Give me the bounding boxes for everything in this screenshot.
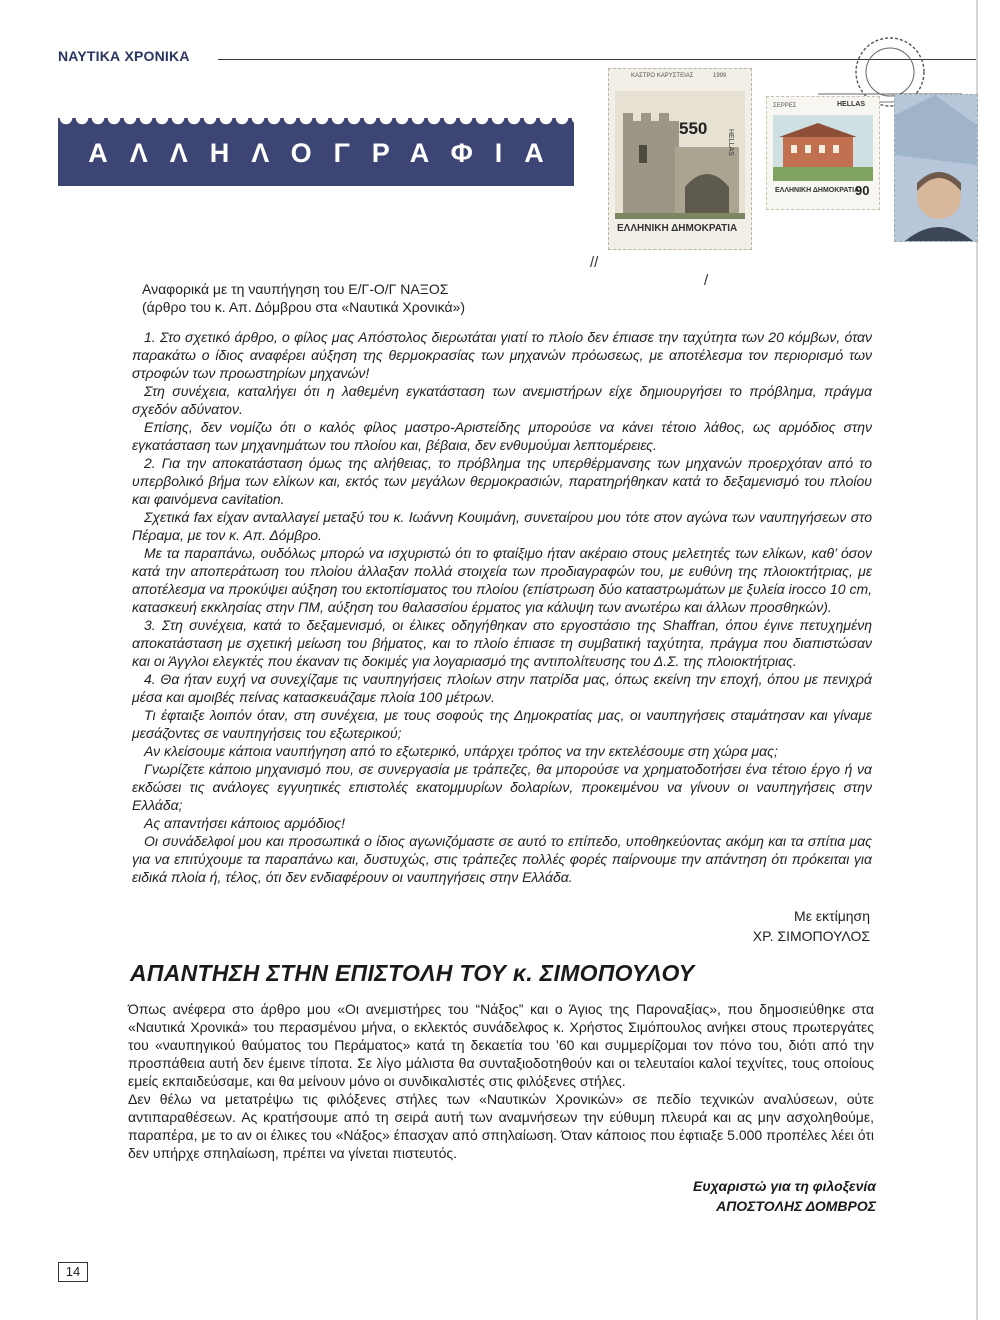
reply-body bbox=[128, 1000, 874, 1162]
castle-ruin-icon bbox=[615, 91, 745, 219]
reply-signoff bbox=[560, 1176, 876, 1216]
building-stamp-country: ΕΛΛΗΝΙΚΗ ΔΗΜΟΚΡΑΤΙΑ bbox=[775, 187, 860, 194]
building-stamp-value: 90 bbox=[855, 183, 870, 198]
letter-paragraph: 1. Στο σχετικό άρθρο, ο φίλος μας Απόστολος διερωτάται γιατί το πλοίο δεν έπιασε την ταχύτητα των 20 κόμβων, όταν παρακάτω ο ίδιος αναφέρει αύξηση της θερμοκρασίας των μηχανών πρόωσεως, με αποτέλεσμα τον περιορισμό των στροφών των προωστηρίων μηχανών! bbox=[132, 329, 872, 381]
letter-intro-line: (άρθρο του κ. Απ. Δόμβρου στα «Ναυτικά Χρονικά») bbox=[142, 299, 465, 315]
letter-paragraph: Επίσης, δεν νομίζω ότι ο καλός φίλος μαστρο-Αριστείδης μπορούσε να κάνει τέτοιο λάθος, ως αρμόδιος στην εγκατάσταση των μηχανημάτων του πλοίου και, βέβαια, δεν ενθυμούμαι λεπτομέρειες. bbox=[132, 419, 872, 453]
building-stamp-city: ΣΕΡΡΕΣ bbox=[773, 103, 797, 109]
magazine-header-label: ΝΑΥΤΙΚΑ ΧΡΟΝΙΚΑ bbox=[58, 48, 190, 64]
portrait-stamp bbox=[894, 94, 978, 242]
section-title: ΑΛΛΗΛΟΓΡΑΦΙΑ bbox=[88, 138, 566, 168]
reply-closing: Ευχαριστώ για τη φιλοξενία bbox=[693, 1178, 876, 1194]
letter-paragraph: Σχετικά fax είχαν ανταλλαγεί μεταξύ του κ. Ιωάννη Κουιμάνη, συνεταίρου μου τότε στον αγώνα των ναυπηγήσεων στο Πέραμα, με τον κ. Απ. Δόμβρο. bbox=[132, 509, 872, 543]
page-number: 14 bbox=[58, 1262, 88, 1282]
letter-signoff bbox=[560, 906, 870, 946]
reply-paragraph: Όπως ανέφερα στο άρθρο μου «Οι ανεμιστήρες του “Νάξος” και ο Άγιος της Παροναξίας», που δημοσιεύθηκε στα «Ναυτικά Χρονικά» του περασμένου μήνα, ο εκλεκτός συνάδελφος κ. Χρήστος Σιμόπουλος ανήκει στους πρωτεργάτες του «ναυπηγικού θαύματος του Περάματος» κατά τη δεκαετία του ’60 και συμμερίζομαι τον πόνο του, διότι από την προσπάθεια αυτή δεν έμεινε τίποτα. Σε λίγο μάλιστα θα συνταξιοδοτηθούν και οι τελευταίοι καλοί τεχνίτες, τους οποίους εμείς εκπαιδεύσαμε, και θα μείνουν μόνο οι συνδικαλιστές στις φιλόξενες στήλες. bbox=[128, 1001, 874, 1089]
castle-stamp-value: 550 bbox=[679, 119, 708, 138]
building-stamp bbox=[766, 96, 880, 210]
pen-mark: / bbox=[704, 272, 709, 289]
castle-stamp-year: 1999 bbox=[713, 73, 727, 79]
letter-closing: Με εκτίμηση bbox=[794, 908, 870, 924]
portrait-icon bbox=[895, 95, 977, 241]
letter-paragraph: Γνωρίζετε κάποιο μηχανισμό που, σε συνεργασία με τράπεζες, θα μπορούσε να χρηματοδοτήσει ένα τέτοιο έργο ή να εκδώσει τις ανάλογες εγγυητικές επιστολές εκατομμυρίων δολαρίων, προκειμένου να γίνουν οι ναυπηγήσεις στην Ελλάδα; bbox=[132, 761, 872, 813]
letter-paragraph: 2. Για την αποκατάσταση όμως της αλήθειας, το πρόβλημα της υπερθέρμανσης των μηχανών προερχόταν από το υπερβολικό βήμα των ελίκων και, εκτός των μεγάλων θερμοκρασιών, παρατηρήθηκαν κατά το δεξαμενισμό του πλοίου και φαινόμενα cavitation. bbox=[132, 455, 872, 507]
letter-paragraph: Αν κλείσουμε κάποια ναυπήγηση από το εξωτερικό, υπάρχει τρόπος να την εκτελέσουμε στη χώρα μας; bbox=[144, 743, 778, 759]
reply-signature: ΑΠΟΣΤΟΛΗΣ ΔΟΜΒΡΟΣ bbox=[716, 1198, 876, 1214]
reply-heading: ΑΠΑΝΤΗΣΗ ΣΤΗΝ ΕΠΙΣΤΟΛΗ ΤΟΥ κ. ΣΙΜΟΠΟΥΛΟΥ bbox=[130, 960, 695, 986]
stamp-collage bbox=[580, 24, 976, 289]
letter-intro-line: Αναφορικά με τη ναυπήγηση του Ε/Γ-Ο/Γ ΝΑΞΟΣ bbox=[142, 281, 449, 297]
letter-paragraph: Με τα παραπάνω, ουδόλως μπορώ να ισχυριστώ ότι το φταίξιμο ήταν ακέραιο στους μελετητές των ελίκων, καθ’ όσον κατά την αποπεράτωση του πλοίου άλλαξαν πολλά στοιχεία των προδιαγραφών του, με ευθύνη της πλοιοκτήτριας, με αποτέλεσμα να προκύψει αύξηση του εκτοπίσματος του πλοίου (επίστρωση δύο καταστρωμάτων με ξυλεία irocco 10 cm, κατασκευή εκκλησίας στην ΠΜ, αύξηση του θαλασσίου έρματος για κάλυψη των ανωτέρω και άλλων προσθηκών). bbox=[132, 545, 872, 615]
letter-paragraph: Οι συνάδελφοί μου και προσωπικά ο ίδιος αγωνιζόμαστε σε αυτό το επίπεδο, υποθηκεύοντας ακόμη και τα σπίτια μας για να επιτύχουμε τα παραπάνω και, δυστυχώς, στις τράπεζες πολλές φορές παίρνουμε την απάντηση ότι πρόκειται για ειδικά πλοία ή, τέλος, ότι δεν ενδιαφέρουν οι ναυπηγήσεις στην Ελλάδα. bbox=[132, 833, 872, 885]
letter-signature: ΧΡ. ΣΙΜΟΠΟΥΛΟΣ bbox=[752, 928, 870, 944]
castle-stamp-country: ΕΛΛΗΝΙΚΗ ΔΗΜΟΚΡΑΤΙΑ bbox=[617, 223, 738, 234]
section-banner bbox=[58, 118, 574, 186]
castle-stamp bbox=[608, 68, 752, 250]
castle-stamp-caption: ΚΑΣΤΡΟ ΚΑΡΥΣΤΕΙΑΣ bbox=[631, 73, 694, 79]
letter-paragraph: Στη συνέχεια, καταλήγει ότι η λαθεμένη εγκατάσταση των ανεμιστήρων είχε δημιουργήσει το πρόβλημα, πράγμα σχεδόν αδύνατον. bbox=[132, 383, 872, 417]
banner-scallop-edge bbox=[58, 118, 574, 129]
building-stamp-hellas: HELLAS bbox=[837, 101, 865, 108]
castle-stamp-hellas: HELLAS bbox=[727, 129, 734, 156]
pen-mark: // bbox=[590, 254, 599, 271]
reply-paragraph: Δεν θέλω να μετατρέψω τις φιλόξενες στήλες των «Ναυτικών Χρονικών» σε πεδίο τεχνικών αναλύσεων, ούτε αντιπαραθέσεων. Ας κρατήσουμε από τη σειρά αυτή των αναμνήσεων την εύθυμη πλευρά και ας μην ασχοληθούμε, παραπέρα, με το αν οι έλικες του «Νάξος» έπασχαν από σπηλαίωση. Όταν κάποιος που έφτιαξε 5.000 προπέλες λέει ότι δεν υπήρχε σπηλαίωση, πρέπει να γίνεται πιστευτός. bbox=[128, 1091, 874, 1161]
letter-body bbox=[132, 328, 872, 886]
letter-paragraph: Ας απαντήσει κάποιος αρμόδιος! bbox=[144, 815, 345, 831]
building-icon bbox=[773, 115, 873, 181]
letter-paragraph: 3. Στη συνέχεια, κατά το δεξαμενισμό, οι έλικες οδηγήθηκαν στο εργοστάσιο της Shaffran, όπου έγινε πετυχημένη αποκατάσταση με σχετική μείωση του βήματος, και το πλοίο έπιασε τη συμβατική ταχύτητα, πράγμα που διαπιστώσαν και οι Άγγλοι ελεγκτές που έκαναν τις δοκιμές για λογαριασμό της αντιπολίτευσης του Δ.Σ. της πλοιοκτήτριας. bbox=[132, 617, 872, 669]
letter-paragraph: Τι έφταιξε λοιπόν όταν, στη συνέχεια, με τους σοφούς της Δημοκρατίας μας, οι ναυπηγήσεις σταμάτησαν και γίναμε μεσάζοντες σε ναυπηγήσεις του εξωτερικού; bbox=[132, 707, 872, 741]
letter-intro bbox=[142, 280, 882, 316]
letter-paragraph: 4. Θα ήταν ευχή να συνεχίζαμε τις ναυπηγήσεις πλοίων στην πατρίδα μας, όπως εκείνη την εποχή, όπου με πενιχρά μέσα και αμοιβές πείνας κατασκευάζαμε πλοία 100 μέτρων. bbox=[132, 671, 872, 705]
